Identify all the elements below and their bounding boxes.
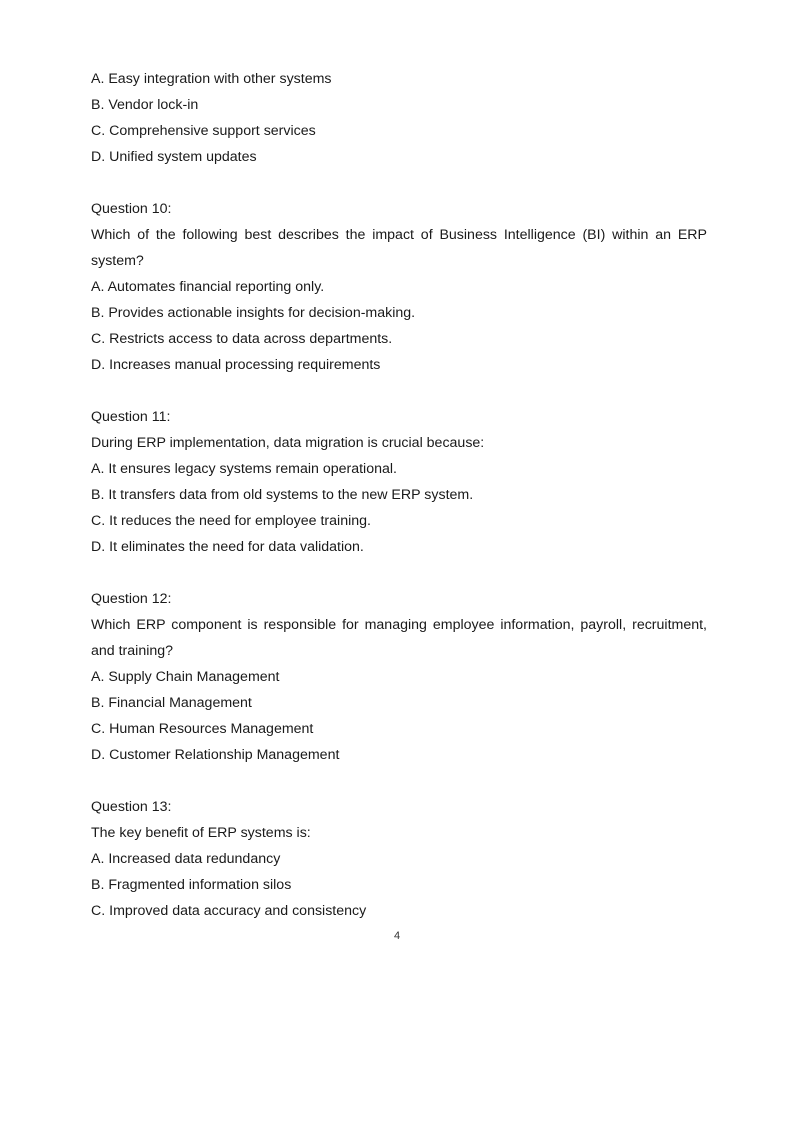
spacer (91, 170, 707, 196)
question-heading: Question 10: (91, 201, 172, 217)
option: D. It eliminates the need for data validation. (91, 539, 364, 555)
question-text: Which ERP component is responsible for managing employee information, payroll, recruitment, and training? (91, 617, 707, 659)
option: D. Increases manual processing requirements (91, 357, 381, 373)
question-heading: Question 13: (91, 799, 172, 815)
question-11 (91, 404, 707, 560)
previous-question-options (91, 66, 707, 170)
option: A. Increased data redundancy (91, 851, 281, 867)
option: C. It reduces the need for employee training. (91, 513, 371, 529)
option: B. Financial Management (91, 695, 252, 711)
option: C. Comprehensive support services (91, 123, 316, 139)
question-heading: Question 12: (91, 591, 172, 607)
question-text: During ERP implementation, data migration is crucial because: (91, 435, 485, 451)
question-10 (91, 196, 707, 378)
document-page (91, 66, 707, 924)
spacer (91, 378, 707, 404)
option: A. Automates financial reporting only. (91, 279, 325, 295)
option: B. Fragmented information silos (91, 877, 292, 893)
question-text: Which of the following best describes the impact of Business Intelligence (BI) within an ERP system? (91, 227, 707, 269)
option: A. It ensures legacy systems remain operational. (91, 461, 397, 477)
question-12 (91, 586, 707, 768)
question-heading: Question 11: (91, 409, 171, 425)
page-number: 4 (393, 930, 401, 942)
option: C. Improved data accuracy and consistency (91, 903, 367, 919)
option: B. Vendor lock-in (91, 97, 199, 113)
spacer (91, 768, 707, 794)
option: B. Provides actionable insights for decision-making. (91, 305, 416, 321)
option: D. Customer Relationship Management (91, 747, 340, 763)
option: B. It transfers data from old systems to the new ERP system. (91, 487, 474, 503)
option: A. Supply Chain Management (91, 669, 280, 685)
option: C. Human Resources Management (91, 721, 314, 737)
option: C. Restricts access to data across departments. (91, 331, 393, 347)
option: D. Unified system updates (91, 149, 257, 165)
spacer (91, 560, 707, 586)
question-text: The key benefit of ERP systems is: (91, 825, 311, 841)
option: A. Easy integration with other systems (91, 71, 332, 87)
question-13 (91, 794, 707, 924)
